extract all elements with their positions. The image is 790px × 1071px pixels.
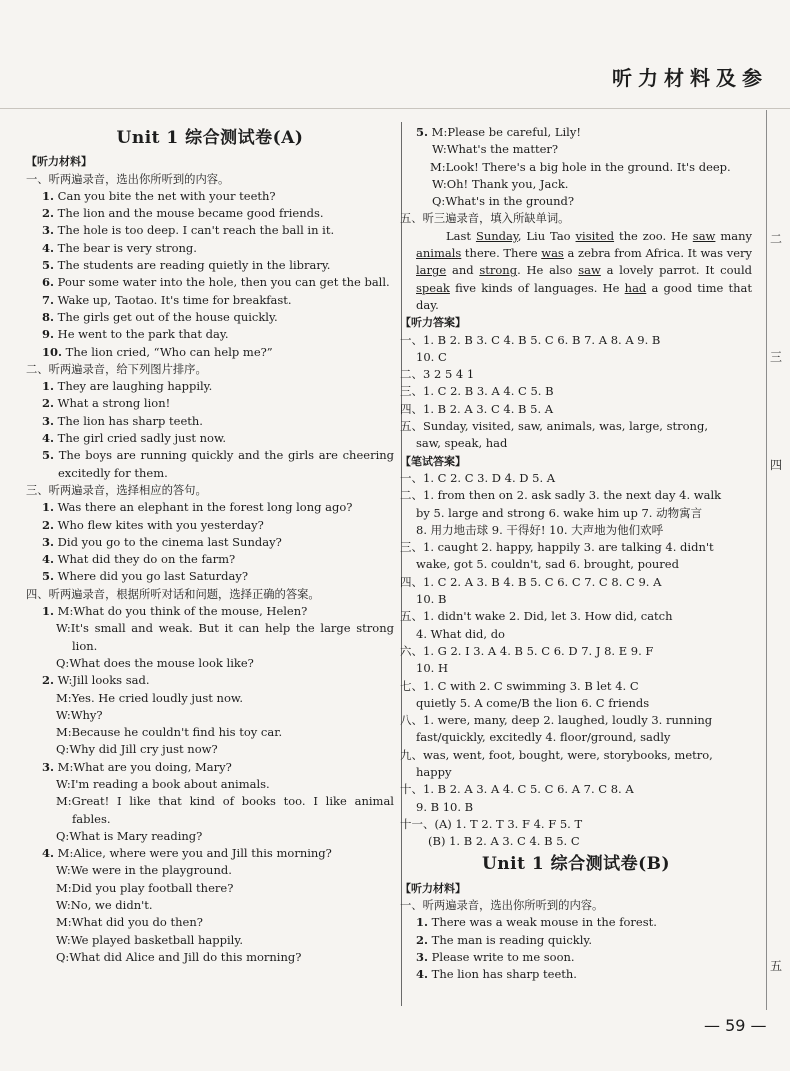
list-item: 3. Please write to me soon. <box>416 949 575 964</box>
list-item: 2. The lion and the mouse became good friends. <box>42 206 324 221</box>
dialogue-line: W:I'm reading a book about animals. <box>56 776 270 791</box>
dialogue-line: M:Great! I like that kind of books too. I like animal fables. <box>56 794 394 826</box>
list-item: 8. The girls get out of the house quickly. <box>42 309 278 324</box>
edge-mark: 四 <box>770 458 783 472</box>
answer-line: 十一、(A) 1. T 2. T 3. F 4. F 5. T <box>400 816 583 831</box>
dialogue-line: Q:What's in the ground? <box>432 194 575 209</box>
dialogue-line: W:We played basketball happily. <box>56 932 243 947</box>
list-item: 5. The boys are running quickly and the girls are cheering excitedly for them. <box>42 448 395 480</box>
answer-line: happy <box>416 764 452 779</box>
section-heading: 五、听三遍录音，填入所缺单词。 <box>400 212 570 226</box>
unit-a-title: Unit 1 综合测试卷(A) <box>116 128 304 148</box>
answer-line: 四、1. C 2. A 3. B 4. B 5. C 6. C 7. C 8. C 9. A <box>400 574 662 589</box>
dialogue-line: 3. M:What are you doing, Mary? <box>42 759 232 774</box>
dialogue-line: Q:What is Mary reading? <box>56 828 203 843</box>
answer-line: 10. B <box>416 592 447 607</box>
dialogue-line: W:We were in the playground. <box>56 863 232 878</box>
header-divider <box>0 108 790 109</box>
page-number: — 59 — <box>704 1016 767 1035</box>
dialogue-line: W:No, we didn't. <box>56 898 153 913</box>
dialogue-line: M:Did you play football there? <box>56 880 234 895</box>
list-item: 4. The girl cried sadly just now. <box>42 431 227 446</box>
answer-line: 10. C <box>416 349 447 364</box>
answer-line: 三、1. C 2. B 3. A 4. C 5. B <box>400 384 554 399</box>
list-item: 7. Wake up, Taotao. It's time for breakfast. <box>42 292 292 307</box>
dialogue-line: W:What's the matter? <box>432 142 559 157</box>
right-column <box>400 124 752 984</box>
answer-line: 二、1. from then on 2. ask sadly 3. the next day 4. walk <box>400 488 722 503</box>
list-item: 2. Who flew kites with you yesterday? <box>42 517 264 532</box>
list-item: 2. The man is reading quickly. <box>416 932 593 947</box>
edge-mark: 五 <box>770 959 783 973</box>
answer-line: quietly 5. A come/B the lion 6. C friends <box>416 695 650 710</box>
list-item: 4. The bear is very strong. <box>42 240 197 255</box>
answer-line: 七、1. C with 2. C swimming 3. B let 4. C <box>400 678 639 693</box>
answer-line: 一、1. C 2. C 3. D 4. D 5. A <box>400 470 556 485</box>
answer-line: 十、1. B 2. A 3. A 4. C 5. C 6. A 7. C 8. A <box>400 782 634 797</box>
dialogue-line: 4. M:Alice, where were you and Jill this morning? <box>42 846 332 861</box>
list-item: 4. What did they do on the farm? <box>42 552 236 567</box>
list-item: 4. The lion has sharp teeth. <box>416 967 577 982</box>
dialogue-line: 5. M:Please be careful, Lily! <box>416 125 581 139</box>
answer-line: 4. What did, do <box>416 626 505 641</box>
answer-line: 三、1. caught 2. happy, happily 3. are talking 4. didn't <box>400 540 714 555</box>
section-heading: 一、听两遍录音，选出你所听到的内容。 <box>26 172 230 186</box>
list-item: 5. The students are reading quietly in the library. <box>42 258 331 273</box>
listening-answers-label: 【听力答案】 <box>400 316 466 330</box>
dialogue-line: Q:What does the mouse look like? <box>56 655 254 670</box>
dialogue-line: Q:Why did Jill cry just now? <box>56 742 218 757</box>
dialogue-line: 1. M:What do you think of the mouse, Helen? <box>42 604 308 619</box>
answer-line: 8. 用力地击球 9. 干得好! 10. 大声地为他们欢呼 <box>416 522 664 537</box>
answer-line: 四、1. B 2. A 3. C 4. B 5. A <box>400 401 554 416</box>
list-item: 1. Can you bite the net with your teeth? <box>42 188 276 203</box>
dialogue-line: M:Because he couldn't find his toy car. <box>56 725 283 740</box>
answer-line: wake, got 5. couldn't, sad 6. brought, poured <box>416 557 679 572</box>
written-answers-label: 【笔试答案】 <box>400 454 466 468</box>
list-item: 3. Did you go to the cinema last Sunday? <box>42 534 282 549</box>
section-heading: 四、听两遍录音，根据所听对话和问题，选择正确的答案。 <box>26 587 320 601</box>
listening-label: 【听力材料】 <box>400 881 466 895</box>
dialogue-line: W:It's small and weak. But it can help the large strong lion. <box>56 621 394 653</box>
cloze-passage: Last Sunday, Liu Tao visited the zoo. He saw many animals there. There was a zebra from Africa. It was very large and strong. He also saw a lovely parrot. It could speak five kinds of languages. He had a good time that day. <box>416 228 752 312</box>
list-item: 5. Where did you go last Saturday? <box>42 569 248 584</box>
list-item: 1. Was there an elephant in the forest long long ago? <box>42 500 353 515</box>
edge-mark: 三 <box>770 350 783 364</box>
answer-line: by 5. large and strong 6. wake him up 7. 动物寓言 <box>416 505 703 520</box>
dialogue-line: M:Yes. He cried loudly just now. <box>56 690 244 705</box>
section-heading: 一、听两遍录音，选出你所听到的内容。 <box>400 899 604 913</box>
answer-line: 9. B 10. B <box>416 799 474 814</box>
answer-line: 10. H <box>416 661 448 676</box>
dialogue-line: M:Look! There's a big hole in the ground. It's deep. <box>430 159 731 174</box>
dialogue-line: Q:What did Alice and Jill do this morning? <box>56 949 302 964</box>
left-column <box>26 124 394 966</box>
answer-line: fast/quickly, excitedly 4. floor/ground, sadly <box>416 730 671 745</box>
list-item: 1. There was a weak mouse in the forest. <box>416 915 657 930</box>
list-item: 1. They are laughing happily. <box>42 379 213 394</box>
answer-line: (B) 1. B 2. A 3. C 4. B 5. C <box>428 834 580 849</box>
list-item: 3. The lion has sharp teeth. <box>42 413 203 428</box>
list-item: 3. The hole is too deep. I can't reach the ball in it. <box>42 223 335 238</box>
answer-line: 六、1. G 2. I 3. A 4. B 5. C 6. D 7. J 8. E 9. F <box>400 643 654 658</box>
unit-b-title: Unit 1 综合测试卷(B) <box>481 854 671 875</box>
answer-line: 一、1. B 2. B 3. C 4. B 5. C 6. B 7. A 8. A 9. B <box>400 332 661 347</box>
dialogue-line: W:Why? <box>56 707 103 722</box>
list-item: 10. The lion cried, “Who can help me?” <box>42 344 273 359</box>
list-item: 9. He went to the park that day. <box>42 327 229 342</box>
page-header-title: 听力材料及参 <box>612 66 768 90</box>
answer-line: 八、1. were, many, deep 2. laughed, loudly 3. running <box>400 713 713 728</box>
dialogue-line: 2. W:Jill looks sad. <box>42 673 150 688</box>
right-edge-divider <box>766 110 767 1010</box>
section-heading: 二、听两遍录音，给下列图片排序。 <box>26 362 207 376</box>
list-item: 6. Pour some water into the hole, then you can get the ball. <box>42 275 390 290</box>
answer-line: 五、1. didn't wake 2. Did, let 3. How did, catch <box>400 609 673 624</box>
answer-line: 五、Sunday, visited, saw, animals, was, large, strong, <box>400 419 708 434</box>
listening-label: 【听力材料】 <box>26 155 92 169</box>
dialogue-line: M:What did you do then? <box>56 915 203 930</box>
answer-line: 二、3 2 5 4 1 <box>400 367 475 382</box>
list-item: 2. What a strong lion! <box>42 396 171 411</box>
dialogue-line: W:Oh! Thank you, Jack. <box>432 176 569 191</box>
answer-line: 九、was, went, foot, bought, were, storybooks, metro, <box>400 747 713 762</box>
edge-mark: 二 <box>770 232 783 246</box>
section-heading: 三、听两遍录音，选择相应的答句。 <box>26 483 207 497</box>
answer-line: saw, speak, had <box>416 436 508 451</box>
